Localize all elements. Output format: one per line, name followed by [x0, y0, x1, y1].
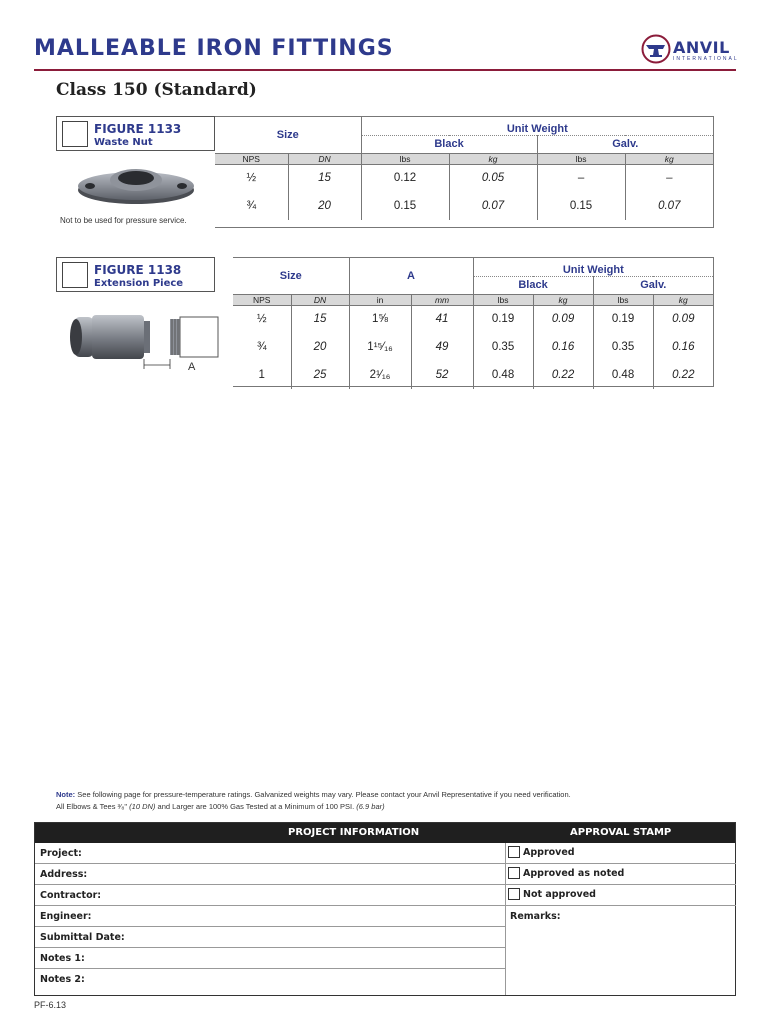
galv-lbs-cell: –	[537, 164, 625, 192]
nps-cell: ½	[256, 313, 267, 326]
galv-lbs-cell: 0.35	[593, 333, 653, 361]
note-text: (6.9 bar)	[356, 802, 385, 811]
black-header: Black	[361, 135, 537, 153]
galv-kg-cell: 0.22	[653, 361, 713, 389]
logo-subtext: INTERNATIONAL	[673, 56, 739, 62]
approved-as-noted-option[interactable]	[506, 864, 736, 885]
not-approved-option[interactable]	[506, 885, 736, 906]
galv-lbs-cell: 0.48	[593, 361, 653, 389]
figure-1138-label-box	[56, 257, 215, 292]
notes-1-field[interactable]	[35, 948, 505, 969]
a-in-cell: 2¹⁄₁₆	[349, 361, 411, 389]
unit-label: lbs	[361, 153, 449, 164]
approved-as-noted-checkbox[interactable]	[508, 867, 520, 879]
notes-2-field[interactable]	[35, 969, 505, 990]
approval-stamp	[505, 843, 735, 995]
logo-text: ANVIL	[673, 38, 730, 57]
approved-checkbox[interactable]	[508, 846, 520, 858]
unit-weight-header: Unit Weight	[361, 117, 713, 135]
page-subtitle: Class 150 (Standard)	[56, 80, 257, 100]
note-line-2	[56, 801, 716, 813]
logo	[641, 34, 741, 64]
black-lbs-cell: 0.35	[473, 333, 533, 361]
approval-label: Approved	[523, 847, 575, 858]
table-row	[233, 361, 713, 389]
black-kg-cell: 0.09	[533, 305, 593, 333]
black-kg-cell: 0.22	[533, 361, 593, 389]
table-row	[215, 192, 713, 220]
field-label: Notes 2:	[40, 974, 85, 985]
galv-kg-cell: 0.09	[653, 305, 713, 333]
dn-cell: 20	[288, 192, 361, 220]
unit-label: NPS	[215, 153, 288, 164]
field-label: Notes 1:	[40, 953, 85, 964]
note-line-1	[56, 789, 716, 801]
unit-label: kg	[653, 294, 713, 305]
approved-option[interactable]	[506, 843, 736, 864]
unit-label: DN	[291, 294, 349, 305]
not-approved-checkbox[interactable]	[508, 888, 520, 900]
unit-label: lbs	[537, 153, 625, 164]
nps-cell: ½	[246, 172, 257, 185]
galv-kg-cell: 0.07	[625, 192, 713, 220]
project-information-panel	[34, 822, 736, 996]
submittal-date-field[interactable]	[35, 927, 505, 948]
unit-label: NPS	[233, 294, 291, 305]
table-row	[233, 305, 713, 333]
field-label: Contractor:	[40, 890, 102, 901]
project-heading: PROJECT INFORMATION	[288, 827, 420, 838]
galv-kg-cell: 0.16	[653, 333, 713, 361]
contractor-field[interactable]	[35, 885, 505, 906]
figure-number: FIGURE 1138	[94, 263, 182, 277]
unit-label: DN	[288, 153, 361, 164]
dn-cell: 25	[291, 361, 349, 389]
nps-cell: ¾	[256, 341, 267, 353]
black-lbs-cell: 0.48	[473, 361, 533, 389]
galv-kg-cell: –	[625, 164, 713, 192]
extension-piece-image	[66, 311, 226, 371]
note-text: All Elbows & Tees ³⁄₈"	[56, 802, 128, 811]
a-mm-cell: 49	[411, 333, 473, 361]
galv-lbs-cell: 0.19	[593, 305, 653, 333]
field-label: Engineer:	[40, 911, 92, 922]
a-header: A	[349, 258, 473, 294]
black-kg-cell: 0.16	[533, 333, 593, 361]
note-label: Note:	[56, 790, 76, 799]
a-mm-cell: 52	[411, 361, 473, 389]
dn-cell: 20	[291, 333, 349, 361]
galv-header: Galv.	[537, 135, 713, 153]
field-label: Address:	[40, 869, 88, 880]
figure-1133-table	[215, 116, 714, 228]
figure-number: FIGURE 1133	[94, 122, 182, 136]
engineer-field[interactable]	[35, 906, 505, 927]
unit-label: in	[349, 294, 411, 305]
figure-note: Not to be used for pressure service.	[60, 216, 187, 225]
remarks-label: Remarks:	[510, 911, 561, 922]
note-text: (10 DN)	[129, 802, 156, 811]
address-field[interactable]	[35, 864, 505, 885]
black-header: Black	[473, 276, 593, 294]
a-in-cell: 1⅝	[349, 305, 411, 333]
field-label: Submittal Date:	[40, 932, 125, 943]
unit-label: mm	[411, 294, 473, 305]
approval-stamp-heading: APPROVAL STAMP	[570, 827, 672, 838]
page-title: MALLEABLE IRON FITTINGS	[34, 36, 394, 61]
table-row	[233, 333, 713, 361]
size-header: Size	[279, 269, 302, 282]
black-lbs-cell: 0.15	[361, 192, 449, 220]
figure-1138-section	[56, 257, 713, 387]
size-header: Size	[276, 128, 299, 141]
black-lbs-cell: 0.12	[361, 164, 449, 192]
dimension-label: A	[188, 361, 196, 373]
figure-1138-table	[233, 257, 714, 387]
nps-cell: ¾	[246, 200, 257, 212]
waste-nut-image	[76, 164, 196, 208]
dn-cell: 15	[291, 305, 349, 333]
project-header-bar	[35, 823, 735, 843]
field-label: Project:	[40, 848, 82, 859]
unit-label: kg	[533, 294, 593, 305]
anvil-logo-icon	[641, 34, 671, 64]
note-text: See following page for pressure-temperature ratings. Galvanized weights may vary. Please contact your Anvil Representative if you need verification.	[77, 790, 571, 799]
table-row	[215, 164, 713, 192]
project-fields	[35, 843, 505, 995]
page-code: PF-6.13	[34, 1000, 67, 1010]
figure-1133-label-box	[56, 116, 215, 151]
unit-label: lbs	[473, 294, 533, 305]
figure-1133-section	[56, 116, 713, 228]
note-text: and Larger are 100% Gas Tested at a Minimum of 100 PSI.	[157, 802, 355, 811]
approval-label: Approved as noted	[523, 868, 625, 879]
black-lbs-cell: 0.19	[473, 305, 533, 333]
figure-1133-checkbox[interactable]	[62, 121, 88, 147]
header-rule	[34, 69, 736, 71]
figure-name: Waste Nut	[94, 137, 153, 148]
nps-cell: 1	[258, 369, 265, 381]
black-kg-cell: 0.07	[449, 192, 537, 220]
figure-1138-checkbox[interactable]	[62, 262, 88, 288]
galv-lbs-cell: 0.15	[537, 192, 625, 220]
a-in-cell: 1¹⁵⁄₁₆	[349, 333, 411, 361]
dn-cell: 15	[288, 164, 361, 192]
black-kg-cell: 0.05	[449, 164, 537, 192]
a-mm-cell: 41	[411, 305, 473, 333]
unit-label: kg	[449, 153, 537, 164]
figure-name: Extension Piece	[94, 278, 184, 289]
unit-label: kg	[625, 153, 713, 164]
galv-header: Galv.	[593, 276, 713, 294]
project-field[interactable]	[35, 843, 505, 864]
approval-label: Not approved	[523, 889, 596, 900]
unit-weight-header: Unit Weight	[473, 258, 713, 276]
unit-label: lbs	[593, 294, 653, 305]
